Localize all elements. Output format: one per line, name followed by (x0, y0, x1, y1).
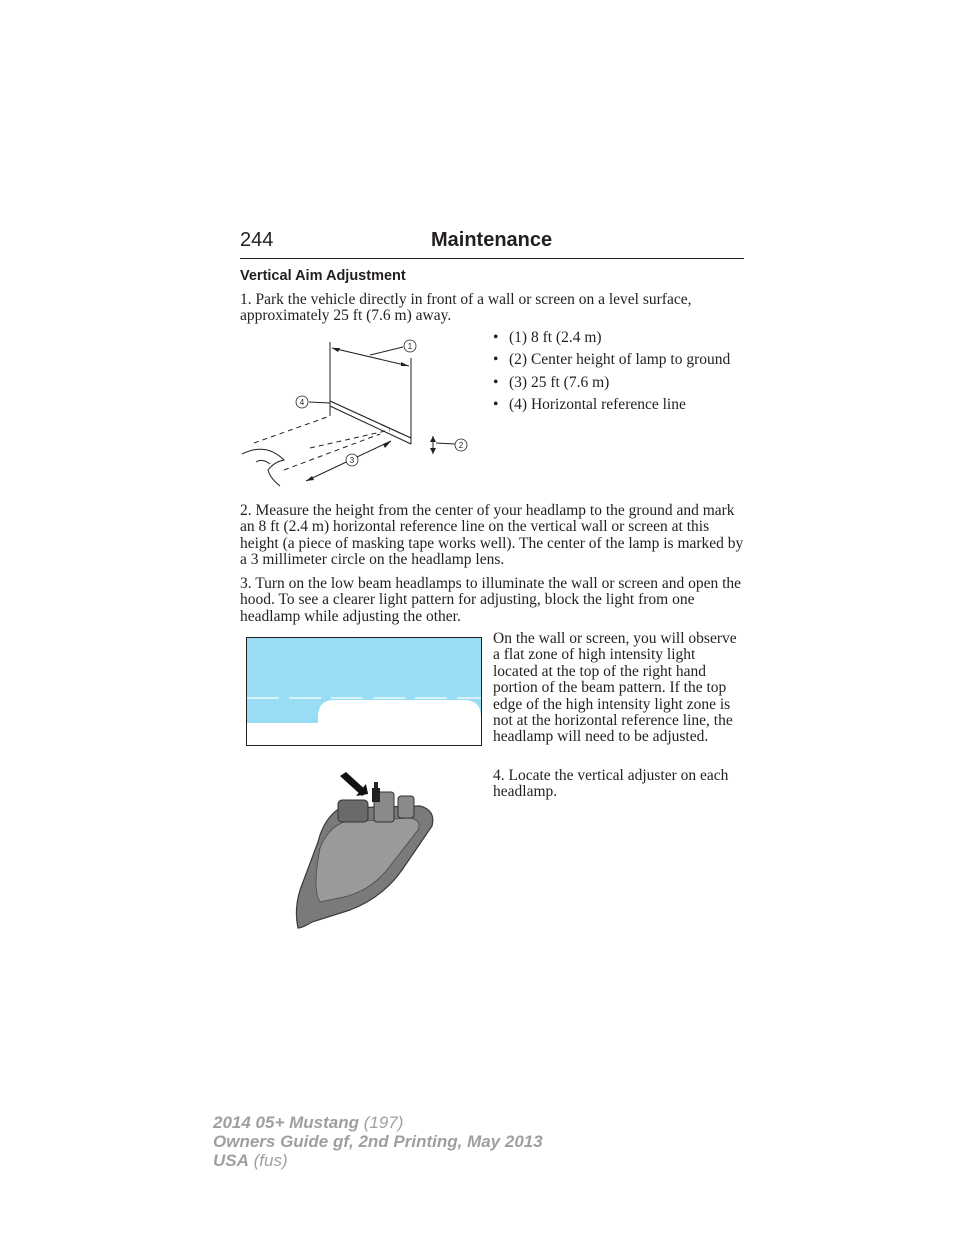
legend-list (493, 330, 745, 420)
beam-observation-text: On the wall or screen, you will observe a flat zone of high intensity light located at the top of the right hand portion of the beam pattern. If the top edge of the high intensity light zone is not at the horizontal reference line, the headlamp will need to be adjusted. (493, 630, 737, 746)
wall-setup-diagram (240, 338, 475, 493)
callout-2: 2 (458, 441, 464, 450)
footer (213, 1113, 543, 1170)
footer-line-1: 2014 05+ Mustang (197) (213, 1113, 404, 1132)
vertical-adjuster (372, 788, 380, 802)
page-title: Maintenance (431, 229, 553, 251)
step-3-text: 3. Turn on the low beam headlamps to illuminate the wall or screen and open the hood. To see a clearer light pattern for adjusting, block the light from one headlamp while adjusting the other. (240, 575, 742, 625)
step-1-text: 1. Park the vehicle directly in front of a wall or screen on a level surface, approximately 25 ft (7.6 m) away. (240, 291, 692, 325)
footer-line-3: USA (fus) (213, 1151, 288, 1170)
vehicle-outline (242, 449, 284, 486)
headlamp-illustration (290, 770, 440, 932)
section-title: Vertical Aim Adjustment (240, 268, 406, 284)
dashed-line-1 (254, 416, 330, 443)
step-4-text: 4. Locate the vertical adjuster on each headlamp. (493, 767, 729, 801)
dashed-line-2 (284, 434, 380, 470)
callout-1: 1 (407, 342, 413, 351)
legend-item: • (3) 25 ft (7.6 m) (493, 375, 745, 391)
legend-item: • (1) 8 ft (2.4 m) (493, 330, 745, 346)
lamp-socket-1 (338, 800, 368, 822)
footer-line-2: Owners Guide gf, 2nd Printing, May 2013 (213, 1132, 543, 1151)
callout-3: 3 (349, 456, 355, 465)
step-2-text: 2. Measure the height from the center of your headlamp to the ground and mark an 8 ft (2.4 m) horizontal reference line on the vertical wall or screen at this height (a piece of masking tape works well). The center of the lamp is marked by a 3 millimeter circle on the headlamp lens. (240, 502, 744, 569)
reference-line (330, 401, 411, 438)
callout-4: 4 (299, 398, 305, 407)
legend-item: • (4) Horizontal reference line (493, 397, 745, 413)
dashed-line-3 (310, 430, 390, 448)
dimension-1-line (332, 348, 409, 366)
page-number: 244 (240, 229, 274, 251)
legend-item: • (2) Center height of lamp to ground (493, 352, 745, 368)
beam-pattern-diagram (246, 637, 482, 746)
header-rule (240, 258, 744, 259)
lamp-socket-3 (398, 796, 414, 818)
wall-bottom-edge (330, 406, 411, 444)
